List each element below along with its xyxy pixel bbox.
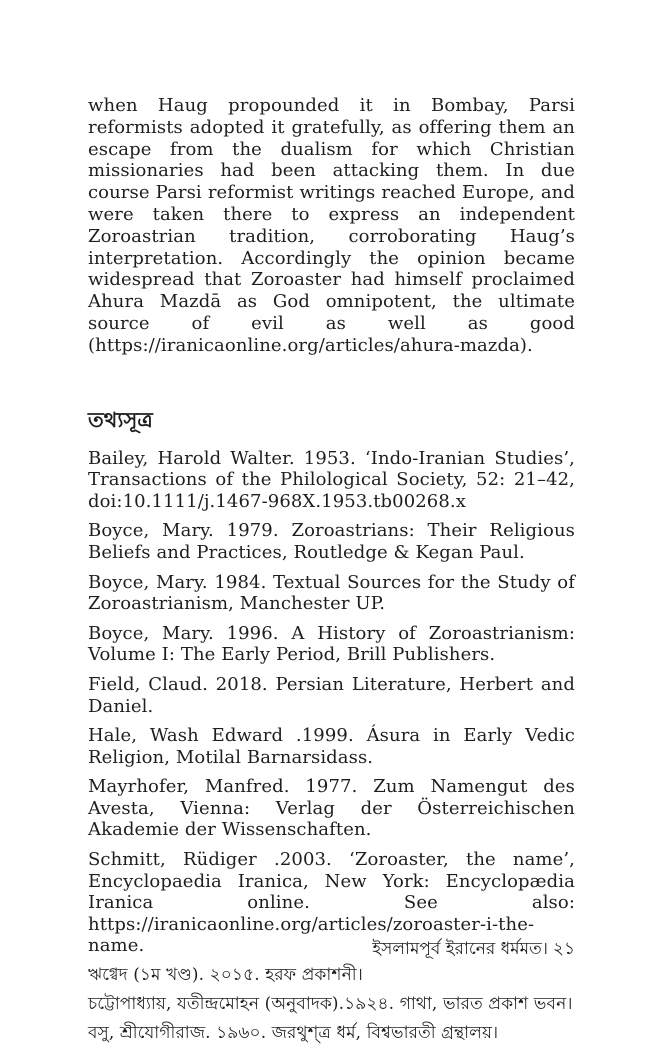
reference-entry: Boyce, Mary. 1996. A History of Zoroastrianism: Volume I: The Early Period, Brill Publishers. [88, 622, 575, 666]
footer-page-number: ২১ [552, 939, 575, 959]
reference-entry: Boyce, Mary. 1979. Zoroastrians: Their Religious Beliefs and Practices, Routledge & Kegan Paul. [88, 520, 575, 563]
body-paragraph: when Haug propounded it in Bombay, Parsi reformists adopted it gratefully, as offering them an escape from the dualism for which Christian missionaries had been attacking them. In due course Parsi reformist writings reached Europe, and were taken there to express an independent Zoroastrian tradition, corroborating Haug’s interpretation. Accordingly the opinion became widespread that Zoroaster had himself proclaimed Ahura Mazdā as God omnipotent, the ultimate source of evil as well as good (https://iranicaonline.org/articles/ahura-mazda). [88, 95, 575, 356]
reference-entry: চট্টোপাধ্যায়, যতীন্দ্রমোহন (অনুবাদক).১৯২৪. গাথা, ভারত প্রকাশ ভবন। [88, 994, 573, 1015]
references-heading: তথ্যসূত্র [88, 406, 153, 432]
reference-entry: ঋগ্বেদ (১ম খণ্ড). ২০১৫. হরফ প্রকাশনী। [88, 965, 363, 986]
reference-entry: Field, Claud. 2018. Persian Literature, Herbert and Daniel. [88, 673, 575, 717]
page-content [88, 95, 575, 1052]
reference-entry: Boyce, Mary. 1984. Textual Sources for the Study of Zoroastrianism, Manchester UP. [88, 571, 575, 615]
reference-entry: Bailey, Harold Walter. 1953. ‘Indo-Iranian Studies’, Transactions of the Philological Society, 52: 21–42, doi:10.1111/j.1467-968X.1953.tb00268.x [88, 447, 575, 512]
reference-entry: Schmitt, Rüdiger .2003. ‘Zoroaster, the name’, Encyclopaedia Iranica, New York: Encyclopædia Iranica online. See also: https://iranicaonline.org/articles/zoroaster-i-the-name. [88, 849, 575, 957]
reference-entry: Hale, Wash Edward .1999. Ásura in Early Vedic Religion, Motilal Barnarsidass. [88, 725, 575, 768]
page-footer [372, 938, 575, 960]
footer-running-title: ইসলামপূর্ব ইরানের ধর্মমত। [372, 939, 548, 959]
reference-entry: Mayrhofer, Manfred. 1977. Zum Namengut des Avesta, Vienna: Verlag der Österreichischen Akademie der Wissenschaften. [88, 776, 575, 841]
reference-entry: বসু, শ্রীযোগীরাজ. ১৯৬০. জরথুশ্ত্র ধর্ম, বিশ্বভারতী গ্রন্থালয়। [88, 1023, 499, 1044]
